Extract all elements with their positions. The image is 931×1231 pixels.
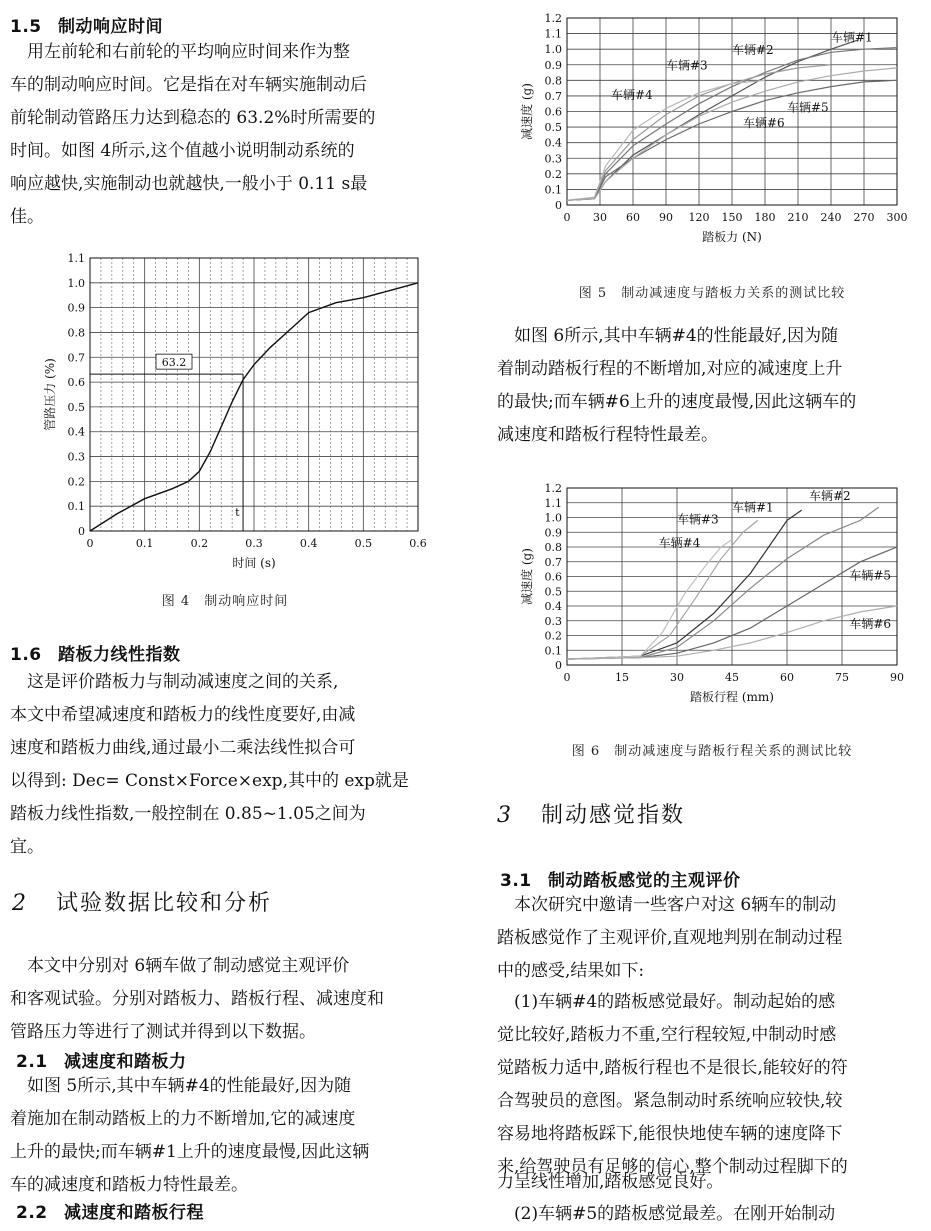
series-label: 车辆#5 bbox=[849, 568, 892, 583]
text-line: 中的感受,结果如下: bbox=[497, 961, 645, 981]
text-line: 的最快;而车辆#6上升的速度最慢,因此这辆车的 bbox=[497, 392, 857, 412]
figure-6-chart bbox=[500, 478, 920, 723]
x-tick-label: 0.1 bbox=[135, 537, 154, 550]
section-heading-1-5 bbox=[10, 12, 163, 37]
x-tick-label: 15 bbox=[615, 671, 629, 684]
x-tick-label: 0 bbox=[86, 537, 94, 550]
figure-4-chart bbox=[20, 248, 440, 578]
y-axis-label: 减速度 (g) bbox=[520, 83, 534, 140]
text-line: 着制动踏板行程的不断增加,对应的减速度上升 bbox=[497, 359, 843, 379]
paragraph-fig6 bbox=[497, 320, 927, 452]
text-line: 踏板感觉作了主观评价,直观地判别在制动过程 bbox=[497, 928, 843, 948]
y-tick-label: 0 bbox=[78, 525, 85, 538]
text-line: 减速度和踏板行程特性最差。 bbox=[497, 425, 718, 445]
series-label: 车辆#2 bbox=[732, 42, 774, 57]
section-number: 1.5 bbox=[10, 17, 42, 37]
figure-5-caption: 图 5 制动减速度与踏板力关系的测试比较 bbox=[578, 286, 846, 301]
text-line: 本文中分别对 6辆车做了制动感觉主观评价 bbox=[10, 956, 350, 976]
x-axis-label: 踏板行程 (mm) bbox=[690, 690, 774, 704]
y-tick-label: 0.2 bbox=[544, 167, 562, 181]
y-tick-label: 1.0 bbox=[544, 511, 562, 525]
series-label: 车辆#1 bbox=[732, 500, 774, 515]
x-tick-label: 270 bbox=[853, 211, 875, 224]
figure-4-caption: 图 4 制动响应时间 bbox=[161, 594, 289, 609]
y-tick-label: 0.8 bbox=[544, 74, 562, 88]
text-line: 来,给驾驶员有足够的信心,整个制动过程脚下的 bbox=[497, 1157, 848, 1177]
x-tick-label: 300 bbox=[886, 211, 908, 224]
y-tick-label: 0.3 bbox=[544, 614, 562, 628]
x-tick-label: 90 bbox=[890, 671, 904, 684]
y-tick-label: 0.4 bbox=[544, 600, 562, 613]
text-line: 以得到: Dec= Const×Force×exp,其中的 exp就是 bbox=[10, 771, 409, 791]
y-tick-label: 0.7 bbox=[544, 89, 562, 103]
y-axis-label: 管路压力 (%) bbox=[43, 358, 57, 431]
y-tick-label: 0.6 bbox=[544, 570, 562, 584]
annotation-value: 63.2 bbox=[161, 356, 187, 370]
y-tick-label: 0.3 bbox=[67, 450, 85, 464]
text-line: 时间。如图 4所示,这个值越小说明制动系统的 bbox=[10, 141, 355, 161]
x-tick-label: 30 bbox=[670, 671, 684, 684]
section-heading-3-1 bbox=[500, 866, 741, 891]
x-tick-label: 90 bbox=[659, 211, 673, 224]
y-tick-label: 0.9 bbox=[544, 58, 562, 72]
text-line: 速度和踏板力曲线,通过最小二乘法线性拟合可 bbox=[10, 738, 356, 758]
figure-5-chart bbox=[500, 8, 920, 263]
series-label: 车辆#1 bbox=[831, 30, 873, 45]
chapter-number: 2 bbox=[12, 891, 28, 916]
y-tick-label: 0 bbox=[555, 199, 562, 212]
x-tick-label: 60 bbox=[780, 671, 794, 684]
y-tick-label: 0.6 bbox=[544, 105, 562, 119]
x-tick-label: 75 bbox=[835, 671, 849, 684]
series-label: 车辆#5 bbox=[787, 100, 829, 115]
section-number: 2.2 bbox=[16, 1203, 48, 1223]
section-title: 踏板力线性指数 bbox=[58, 645, 181, 665]
y-tick-label: 0.9 bbox=[67, 301, 85, 315]
text-line: 踏板力线性指数,一般控制在 0.85~1.05之间为 bbox=[10, 804, 366, 824]
x-tick-label: 210 bbox=[787, 211, 809, 224]
y-tick-label: 1.0 bbox=[67, 276, 85, 290]
text-line: 力呈线性增加,踏板感觉良好。 bbox=[497, 1172, 724, 1192]
chapter-title: 试验数据比较和分析 bbox=[56, 891, 273, 916]
text-line: 觉踏板力适中,踏板行程也不是很长,能较好的符 bbox=[497, 1058, 848, 1078]
x-tick-label: 60 bbox=[626, 211, 640, 224]
y-tick-label: 0.7 bbox=[544, 555, 562, 569]
series-label: 车辆#3 bbox=[666, 58, 708, 73]
text-line: 响应越快,实施制动也就越快,一般小于 0.11 s最 bbox=[10, 174, 368, 194]
paragraph-3-1 bbox=[497, 889, 927, 988]
section-number: 3.1 bbox=[500, 871, 532, 891]
paragraph-3-1-item-1-end bbox=[497, 1166, 927, 1199]
text-line: 合驾驶员的意图。紧急制动时系统响应较快,较 bbox=[497, 1091, 843, 1111]
section-title: 减速度和踏板行程 bbox=[64, 1203, 204, 1223]
series-label: 车辆#6 bbox=[849, 617, 892, 632]
x-axis-label: 踏板力 (N) bbox=[702, 230, 762, 244]
y-tick-label: 0.5 bbox=[544, 121, 562, 135]
y-tick-label: 0.2 bbox=[544, 629, 562, 643]
paragraph-1-5 bbox=[10, 36, 440, 234]
x-tick-label: 0 bbox=[563, 671, 571, 684]
x-tick-label: 0 bbox=[563, 211, 571, 224]
y-tick-label: 0.5 bbox=[544, 585, 562, 599]
y-tick-label: 0.4 bbox=[544, 136, 562, 150]
y-axis-label: 减速度 (g) bbox=[520, 548, 534, 605]
x-tick-label: 0.6 bbox=[409, 537, 427, 550]
chapter-heading-3 bbox=[497, 798, 685, 829]
x-tick-label: 0.4 bbox=[299, 537, 318, 550]
section-number: 2.1 bbox=[16, 1052, 48, 1072]
text-line: 着施加在制动踏板上的力不断增加,它的减速度 bbox=[10, 1109, 356, 1129]
y-tick-label: 0.6 bbox=[67, 376, 85, 390]
chapter-number: 3 bbox=[497, 803, 513, 828]
series-label: 车辆#2 bbox=[809, 488, 851, 503]
annotation-t: t bbox=[235, 506, 240, 519]
text-line: 用左前轮和右前轮的平均响应时间来作为整 bbox=[10, 42, 350, 62]
chapter-title: 制动感觉指数 bbox=[541, 803, 686, 828]
x-tick-label: 30 bbox=[593, 211, 607, 224]
series-label: 车辆#6 bbox=[743, 116, 785, 131]
y-tick-label: 0.2 bbox=[67, 475, 85, 489]
text-line: 上升的最快;而车辆#1上升的速度最慢,因此这辆 bbox=[10, 1142, 370, 1162]
section-title: 制动响应时间 bbox=[58, 17, 163, 37]
paragraph-1-6 bbox=[10, 666, 440, 864]
y-tick-label: 0.1 bbox=[544, 644, 562, 658]
x-tick-label: 180 bbox=[754, 211, 776, 224]
figure-6-caption: 图 6 制动减速度与踏板行程关系的测试比较 bbox=[571, 744, 853, 759]
paragraph-2-1 bbox=[10, 1070, 440, 1202]
x-axis-label: 时间 (s) bbox=[232, 556, 276, 570]
y-tick-label: 1.1 bbox=[67, 252, 85, 265]
y-tick-label: 0.5 bbox=[67, 400, 85, 414]
section-heading-2-1 bbox=[16, 1047, 187, 1072]
text-line: 车的制动响应时间。它是指在对车辆实施制动后 bbox=[10, 75, 367, 95]
y-tick-label: 0.7 bbox=[67, 351, 85, 365]
text-line: 本文中希望减速度和踏板力的线性度要好,由减 bbox=[10, 705, 356, 725]
text-line: 和客观试验。分别对踏板力、踏板行程、减速度和 bbox=[10, 989, 384, 1009]
x-tick-label: 240 bbox=[820, 211, 842, 224]
y-tick-label: 0.8 bbox=[67, 326, 85, 340]
x-tick-label: 0.5 bbox=[354, 537, 373, 550]
y-tick-label: 0.4 bbox=[67, 425, 85, 439]
series-label: 车辆#4 bbox=[658, 536, 701, 550]
series-label: 车辆#4 bbox=[611, 88, 653, 103]
series-label: 车辆#3 bbox=[677, 512, 719, 527]
x-tick-label: 150 bbox=[721, 211, 743, 224]
y-tick-label: 0.8 bbox=[544, 541, 562, 554]
text-line: 容易地将踏板踩下,能很快地使车辆的速度降下 bbox=[497, 1124, 843, 1144]
text-line: (2)车辆#5的踏板感觉最差。在刚开始制动 bbox=[497, 1204, 836, 1224]
series-line-2 bbox=[567, 507, 879, 659]
series-line-1 bbox=[567, 40, 859, 201]
y-tick-label: 1.1 bbox=[544, 496, 562, 510]
text-line: 本次研究中邀请一些客户对这 6辆车的制动 bbox=[497, 895, 837, 915]
y-tick-label: 1.2 bbox=[544, 12, 562, 25]
text-line: 宜。 bbox=[10, 837, 44, 857]
section-heading-2-2 bbox=[16, 1198, 204, 1223]
y-tick-label: 1.2 bbox=[544, 482, 562, 495]
section-heading-1-6 bbox=[10, 640, 181, 665]
y-tick-label: 0.3 bbox=[544, 152, 562, 166]
chapter-heading-2 bbox=[12, 886, 272, 917]
series-line-4 bbox=[567, 540, 732, 660]
y-tick-label: 1.1 bbox=[544, 27, 562, 41]
text-line: (1)车辆#4的踏板感觉最好。制动起始的感 bbox=[497, 992, 836, 1012]
paragraph-3-1-item-2 bbox=[497, 1198, 927, 1231]
text-line: 管路压力等进行了测试并得到以下数据。 bbox=[10, 1022, 316, 1042]
x-tick-label: 120 bbox=[688, 211, 710, 224]
y-tick-label: 0.9 bbox=[544, 526, 562, 540]
text-line: 觉比较好,踏板力不重,空行程较短,中制动时感 bbox=[497, 1025, 837, 1045]
paragraph-2 bbox=[10, 950, 440, 1049]
x-tick-label: 0.2 bbox=[190, 537, 209, 550]
text-line: 前轮制动管路压力达到稳态的 63.2%时所需要的 bbox=[10, 108, 376, 128]
paragraph-3-1-item-1 bbox=[497, 986, 927, 1184]
y-tick-label: 0.1 bbox=[67, 500, 85, 514]
text-line: 车的减速度和踏板力特性最差。 bbox=[10, 1175, 248, 1195]
y-tick-label: 1.0 bbox=[544, 43, 562, 57]
x-tick-label: 45 bbox=[725, 671, 739, 684]
y-tick-label: 0.1 bbox=[544, 183, 562, 197]
section-title: 减速度和踏板力 bbox=[64, 1052, 187, 1072]
x-tick-label: 0.3 bbox=[245, 537, 263, 550]
y-tick-label: 0 bbox=[555, 659, 562, 672]
text-line: 如图 6所示,其中车辆#4的性能最好,因为随 bbox=[497, 326, 839, 346]
text-line: 佳。 bbox=[10, 207, 44, 227]
section-number: 1.6 bbox=[10, 645, 42, 665]
text-line: 这是评价踏板力与制动减速度之间的关系, bbox=[10, 672, 339, 692]
text-line: 如图 5所示,其中车辆#4的性能最好,因为随 bbox=[10, 1076, 352, 1096]
section-title: 制动踏板感觉的主观评价 bbox=[548, 871, 741, 891]
